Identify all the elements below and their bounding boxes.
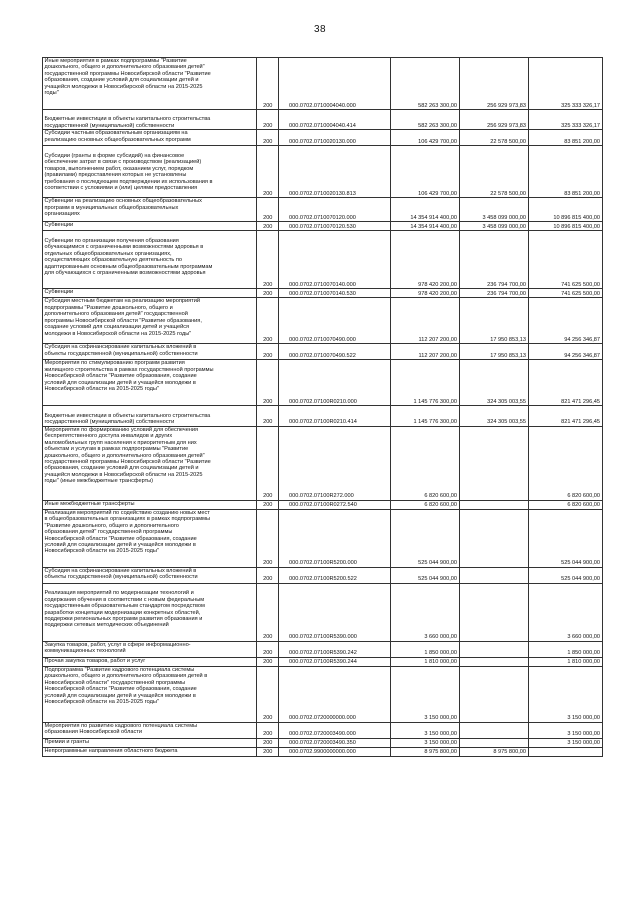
row-classification-code-cell [279,722,391,738]
row-unexecuted-amount: 6 820 600,00 [567,493,600,500]
row-unexecuted-amount: 525 044 900,00 [561,560,600,567]
row-name-cell [43,130,257,146]
row-approved-amount-cell [391,344,460,360]
row-code-cell [257,231,279,289]
row-code-cell [257,146,279,198]
row-executed-amount-cell [460,738,529,747]
row-code-cell [257,110,279,130]
row-code: 200 [263,281,273,288]
budget-table-body [43,58,603,757]
row-executed-amount-cell [460,722,529,738]
row-unexecuted-amount-cell [529,298,603,344]
row-approved-amount: 14 354 914 400,00 [410,223,457,230]
row-unexecuted-amount-cell [529,222,603,231]
row-code-cell [257,500,279,509]
row-classification-code-cell [279,657,391,666]
row-unexecuted-amount: 741 625 500,00 [561,281,600,288]
row-executed-amount: 324 305 003,55 [487,419,526,426]
table-row [43,360,603,406]
row-code-cell [257,222,279,231]
row-approved-amount: 106 429 700,00 [418,190,457,197]
row-executed-amount: 22 578 500,00 [490,138,526,145]
row-unexecuted-amount-cell [529,58,603,110]
row-code-cell [257,738,279,747]
row-unexecuted-amount: 3 660 000,00 [567,634,600,641]
row-unexecuted-amount-cell [529,738,603,747]
row-name-cell [43,657,257,666]
row-executed-amount-cell [460,146,529,198]
row-approved-amount-cell [391,198,460,222]
row-code: 200 [263,749,273,756]
row-unexecuted-amount: 821 471 296,45 [561,398,600,405]
row-code-cell [257,58,279,110]
row-name: Субсидии (гранты в форме субсидий) на финансовое обеспечение затрат в связи с производством (реализацией) товаров, выполнением работ, оказанием услуг, порядком (правилами) предоставления которых не установлены требования о последующем подтверждении их использования в соответствии с условиями и (или) целями предоставления [44,152,213,192]
row-classification-code: 000.0702.0710020130.000 [289,138,356,145]
row-name-cell [43,567,257,583]
table-row [43,344,603,360]
row-code-cell [257,722,279,738]
row-unexecuted-amount-cell [529,509,603,567]
row-classification-code-cell [279,641,391,657]
row-unexecuted-amount-cell [529,289,603,298]
row-approved-amount-cell [391,666,460,722]
row-classification-code: 000.0702.07100R5390.244 [289,659,357,666]
row-name-cell [43,222,257,231]
row-executed-amount-cell [460,567,529,583]
table-row [43,426,603,500]
row-code: 200 [263,650,273,657]
table-row [43,222,603,231]
row-classification-code: 000.0702.9900000000.000 [289,749,356,756]
row-name-cell [43,406,257,426]
table-row [43,289,603,298]
row-classification-code: 000.0702.07100R5200.522 [289,576,357,583]
row-code: 200 [263,715,273,722]
row-name: Реализация мероприятий по модернизации технологий и содержания обучения в соответствии с новым федеральным государственным образовательным стандартом посредством разработки концепции модернизации конкретных областей, поддержки региональных программ развития образования и поддержки сетевых методических объединений [44,590,205,629]
row-classification-code: 000.0702.07100R272.000 [289,493,354,500]
row-unexecuted-amount-cell [529,583,603,641]
row-executed-amount: 236 794 700,00 [487,290,526,297]
row-executed-amount-cell [460,198,529,222]
row-classification-code-cell [279,231,391,289]
row-approved-amount: 6 820 600,00 [424,502,457,509]
row-classification-code: 000.0702.0710070140.000 [289,281,356,288]
row-classification-code: 000.0702.0710070140.530 [289,290,356,297]
row-approved-amount-cell [391,722,460,738]
row-executed-amount-cell [460,130,529,146]
row-classification-code: 000.0702.0720003490.000 [289,731,356,738]
row-approved-amount: 8 975 800,00 [424,749,457,756]
row-approved-amount: 6 820 600,00 [424,493,457,500]
row-unexecuted-amount: 10 896 815 400,00 [553,223,600,230]
row-classification-code-cell [279,222,391,231]
row-code: 200 [263,190,273,197]
row-name-cell [43,738,257,747]
row-name: Субсидия на софинансирование капитальных вложений в объекты государственной (муниципальной) собственности [44,344,198,357]
row-code-cell [257,298,279,344]
row-approved-amount: 14 354 914 400,00 [410,214,457,221]
row-approved-amount-cell [391,509,460,567]
row-executed-amount: 256 929 973,83 [487,122,526,129]
row-code: 200 [263,502,273,509]
table-row [43,146,603,198]
row-executed-amount-cell [460,344,529,360]
row-unexecuted-amount: 821 471 296,45 [561,419,600,426]
row-classification-code-cell [279,298,391,344]
row-classification-code-cell [279,747,391,756]
row-code-cell [257,641,279,657]
row-unexecuted-amount-cell [529,567,603,583]
row-executed-amount-cell [460,298,529,344]
row-code: 200 [263,138,273,145]
row-name: Субвенции [44,289,74,296]
row-approved-amount: 3 660 000,00 [424,634,457,641]
row-executed-amount: 17 950 853,13 [490,352,526,359]
row-name-cell [43,146,257,198]
row-name: Субвенции по организации получения образования обучающимися с ограниченными возможностями здоровья в отдельных общеобразовательных организациях, осуществляющих образовательную деятельность по адаптированным основным общеобразовательным программам для обучающихся с ограниченными возможностями здоровья [44,237,213,277]
row-name: Закупка товаров, работ, услуг в сфере информационно- коммуникационных технологий [44,641,191,655]
row-code: 200 [263,398,273,405]
row-executed-amount: 3 458 099 000,00 [482,214,526,221]
row-name: Прочая закупка товаров, работ и услуг [44,657,146,664]
row-code-cell [257,747,279,756]
row-unexecuted-amount-cell [529,360,603,406]
row-classification-code-cell [279,567,391,583]
row-classification-code: 000.0702.0720000000.000 [289,715,356,722]
row-classification-code-cell [279,583,391,641]
table-row [43,130,603,146]
row-approved-amount: 1 145 776 300,00 [413,419,457,426]
row-code: 200 [263,576,273,583]
row-name-cell [43,509,257,567]
row-approved-amount: 525 044 900,00 [418,576,457,583]
row-approved-amount: 978 420 200,00 [418,281,457,288]
row-approved-amount-cell [391,426,460,500]
row-classification-code-cell [279,509,391,567]
row-name-cell [43,641,257,657]
row-unexecuted-amount: 3 150 000,00 [567,731,600,738]
row-executed-amount-cell [460,222,529,231]
row-name: Иные мероприятия в рамках подпрограммы "Развитие дошкольного, общего и дополнительного образования детей" государственной программы Новосибирской области "Развитие образования, создание условий для социализации детей и учащейся молодежи в Новосибирской области на 2015-2025 годы" [44,58,211,97]
row-approved-amount-cell [391,289,460,298]
row-name: Подпрограмма "Развитие кадрового потенциала системы дошкольного, общего и дополнительного образования детей в Новосибирской области" государственной программы Новосибирской области "Развитие образования, создание условий для социализации детей и учащейся молодежи в Новосибирской области на 2015-2025 годы" [44,666,208,705]
row-classification-code: 000.0702.0710070120.000 [289,214,356,221]
row-name: Субсидии частным образовательным организациям на реализацию основных общеобразовательных программ [44,130,191,143]
row-name-cell [43,289,257,298]
row-name: Реализация мероприятий по содействию созданию новых мест в общеобразовательных организациях в рамках подпрограммы "Развитие дошкольного, общего и дополнительного образования детей" государственной программы Новосибирской области "Развитие образования, создание условий для социализации детей и учащейся молодежи в Новосибирской области на 2015-2025 годы" [44,509,211,555]
row-code-cell [257,289,279,298]
table-row [43,666,603,722]
row-code-cell [257,666,279,722]
row-name: Бюджетные инвестиции в объекты капитального строительства государственной (муниципальной) собственности [44,412,211,426]
row-code-cell [257,657,279,666]
row-executed-amount: 236 794 700,00 [487,281,526,288]
row-classification-code: 000.0702.0710070120.530 [289,223,356,230]
row-name: Премии и гранты [44,738,90,745]
row-executed-amount-cell [460,641,529,657]
row-approved-amount-cell [391,146,460,198]
row-code: 200 [263,419,273,426]
table-row [43,58,603,110]
row-unexecuted-amount: 3 150 000,00 [567,715,600,722]
row-code: 200 [263,290,273,297]
row-name: Мероприятия по развитию кадрового потенциала системы образования Новосибирской области [44,722,198,736]
row-approved-amount-cell [391,500,460,509]
row-unexecuted-amount: 10 896 815 400,00 [553,214,600,221]
row-classification-code: 000.0702.07100R0210.000 [289,398,357,405]
row-name-cell [43,360,257,406]
row-classification-code: 000.0702.07100R0272.540 [289,502,357,509]
row-unexecuted-amount: 83 851 200,00 [564,138,600,145]
row-unexecuted-amount-cell [529,500,603,509]
row-unexecuted-amount-cell [529,666,603,722]
row-approved-amount-cell [391,110,460,130]
row-code-cell [257,567,279,583]
row-code-cell [257,130,279,146]
row-name: Иные межбюджетные трансферты [44,500,135,507]
row-unexecuted-amount: 94 256 346,87 [564,336,600,343]
row-name-cell [43,231,257,289]
row-name: Субсидия местным бюджетам на реализацию мероприятий подпрограммы "Развитие дошкольного, общего и дополнительного образования детей" государственной программы Новосибирской области "Развитие образования, создание условий для социализации детей и учащейся молодежи в Новосибирской области на 2015-2025 годы" [44,298,202,337]
row-approved-amount-cell [391,298,460,344]
row-code-cell [257,426,279,500]
row-name-cell [43,500,257,509]
row-approved-amount: 112 207 200,00 [418,336,457,343]
row-unexecuted-amount: 83 851 200,00 [564,190,600,197]
row-name: Субсидия на софинансирование капитальных вложений в объекты государственной (муниципальной) собственности [44,567,198,581]
table-row [43,406,603,426]
row-unexecuted-amount: 6 820 600,00 [567,502,600,509]
row-name-cell [43,583,257,641]
row-code: 200 [263,740,273,747]
row-classification-code-cell [279,289,391,298]
row-code-cell [257,344,279,360]
row-name-cell [43,110,257,130]
row-code: 200 [263,122,273,129]
row-code-cell [257,583,279,641]
row-approved-amount-cell [391,130,460,146]
table-row [43,722,603,738]
row-executed-amount-cell [460,426,529,500]
row-name: Бюджетные инвестиции в объекты капитального строительства государственной (муниципальной) собственности [44,116,211,129]
row-approved-amount: 1 810 000,00 [424,659,457,666]
row-unexecuted-amount-cell [529,747,603,756]
row-name-cell [43,426,257,500]
row-code: 200 [263,493,273,500]
row-name-cell [43,198,257,222]
row-unexecuted-amount-cell [529,344,603,360]
row-unexecuted-amount: 325 333 326,17 [561,102,600,109]
row-approved-amount: 106 429 700,00 [418,138,457,145]
row-executed-amount-cell [460,289,529,298]
row-approved-amount: 582 263 300,00 [418,122,457,129]
row-approved-amount: 1 850 000,00 [424,650,457,657]
row-executed-amount-cell [460,500,529,509]
table-row [43,500,603,509]
row-approved-amount: 582 263 300,00 [418,102,457,109]
table-row [43,509,603,567]
row-unexecuted-amount-cell [529,198,603,222]
row-unexecuted-amount-cell [529,110,603,130]
table-row [43,738,603,747]
row-approved-amount-cell [391,657,460,666]
row-code: 200 [263,214,273,221]
row-classification-code-cell [279,426,391,500]
row-executed-amount-cell [460,657,529,666]
row-code-cell [257,198,279,222]
row-approved-amount-cell [391,231,460,289]
row-approved-amount: 1 145 776 300,00 [413,398,457,405]
row-executed-amount-cell [460,747,529,756]
row-classification-code: 000.0702.0710004040.414 [289,122,356,129]
row-code: 200 [263,336,273,343]
row-approved-amount-cell [391,583,460,641]
row-executed-amount-cell [460,110,529,130]
table-row [43,110,603,130]
row-code: 200 [263,102,273,109]
table-row [43,567,603,583]
row-classification-code-cell [279,500,391,509]
row-code: 200 [263,634,273,641]
row-name-cell [43,58,257,110]
row-classification-code-cell [279,198,391,222]
budget-table [42,57,603,757]
row-executed-amount-cell [460,360,529,406]
row-executed-amount: 324 305 003,55 [487,398,526,405]
row-classification-code-cell [279,130,391,146]
row-classification-code: 000.0702.0710070490.522 [289,352,356,359]
row-code: 200 [263,560,273,567]
row-executed-amount: 17 950 853,13 [490,336,526,343]
row-executed-amount-cell [460,509,529,567]
row-unexecuted-amount: 325 333 326,17 [561,122,600,129]
row-classification-code-cell [279,58,391,110]
row-executed-amount-cell [460,58,529,110]
row-classification-code-cell [279,344,391,360]
row-code-cell [257,406,279,426]
row-executed-amount-cell [460,583,529,641]
row-classification-code-cell [279,738,391,747]
row-approved-amount-cell [391,738,460,747]
row-name: Мероприятия по стимулированию программ развития жилищного строительства в рамках государственной программы Новосибирской области "Развитие образования, создание условий для социализации детей и учащейся молодежи в Новосибирской области на 2015-2025 годы" [44,360,214,393]
row-unexecuted-amount: 94 256 346,87 [564,352,600,359]
row-unexecuted-amount: 1 810 000,00 [567,659,600,666]
row-name: Мероприятия по формированию условий для обеспечения беспрепятственного доступа инвалидов и других маломобильных групп населения к приоритетным для них объектам и услугам в рамках подпрограммы "Развитие дошкольного, общего и дополнительного образования детей" государственной программы Новосибирской области "Развитие образования, создание условий для социализации детей и учащейся молодежи в Новосибирской области на 2015-2025 годы" (иные межбюджетные трансферты) [44,426,211,485]
row-approved-amount-cell [391,58,460,110]
row-classification-code-cell [279,110,391,130]
row-classification-code-cell [279,666,391,722]
row-name: Субвенции на реализацию основных общеобразовательных программ в муниципальных общеобразовательных организациях [44,198,202,218]
table-row [43,747,603,756]
table-row [43,198,603,222]
row-code-cell [257,360,279,406]
row-unexecuted-amount-cell [529,722,603,738]
row-name-cell [43,666,257,722]
row-code: 200 [263,352,273,359]
row-classification-code-cell [279,146,391,198]
row-unexecuted-amount-cell [529,146,603,198]
row-classification-code: 000.0702.0710020130.813 [289,190,356,197]
row-approved-amount-cell [391,360,460,406]
row-name: Субвенции [44,222,74,229]
row-name-cell [43,344,257,360]
row-unexecuted-amount: 1 850 000,00 [567,650,600,657]
row-approved-amount: 3 150 000,00 [424,731,457,738]
row-classification-code: 000.0702.07100R0210.414 [289,419,357,426]
row-approved-amount: 525 044 900,00 [418,560,457,567]
row-classification-code: 000.0702.07100R5200.000 [289,560,357,567]
row-executed-amount: 22 578 500,00 [490,190,526,197]
row-unexecuted-amount: 525 044 900,00 [561,576,600,583]
table-row [43,641,603,657]
row-executed-amount-cell [460,406,529,426]
row-unexecuted-amount-cell [529,130,603,146]
row-approved-amount: 978 420 200,00 [418,290,457,297]
row-unexecuted-amount-cell [529,406,603,426]
row-classification-code: 000.0702.07100R5390.242 [289,650,357,657]
row-approved-amount: 3 150 000,00 [424,740,457,747]
row-approved-amount-cell [391,406,460,426]
row-approved-amount: 112 207 200,00 [418,352,457,359]
row-classification-code-cell [279,360,391,406]
page-number: 38 [313,24,327,35]
row-code: 200 [263,223,273,230]
row-classification-code: 000.0702.0720003490.350 [289,740,356,747]
row-unexecuted-amount: 741 625 500,00 [561,290,600,297]
row-approved-amount-cell [391,641,460,657]
row-approved-amount-cell [391,747,460,756]
row-executed-amount: 8 975 800,00 [493,749,526,756]
row-classification-code-cell [279,406,391,426]
row-unexecuted-amount-cell [529,641,603,657]
row-approved-amount-cell [391,222,460,231]
table-row [43,231,603,289]
row-executed-amount: 256 929 973,83 [487,102,526,109]
row-code: 200 [263,659,273,666]
row-executed-amount: 3 458 099 000,00 [482,223,526,230]
row-classification-code: 000.0702.0710004040.000 [289,102,356,109]
row-approved-amount: 3 150 000,00 [424,715,457,722]
table-row [43,298,603,344]
row-unexecuted-amount-cell [529,231,603,289]
row-name-cell [43,298,257,344]
table-row [43,583,603,641]
row-approved-amount-cell [391,567,460,583]
row-code-cell [257,509,279,567]
row-name-cell [43,747,257,756]
row-executed-amount-cell [460,231,529,289]
row-unexecuted-amount: 3 150 000,00 [567,740,600,747]
row-classification-code: 000.0702.07100R5390.000 [289,634,357,641]
row-code: 200 [263,731,273,738]
row-executed-amount-cell [460,666,529,722]
row-classification-code: 000.0702.0710070490.000 [289,336,356,343]
row-unexecuted-amount-cell [529,657,603,666]
row-name: Непрограммные направления областного бюджета [44,747,178,754]
table-row [43,657,603,666]
row-unexecuted-amount-cell [529,426,603,500]
row-name-cell [43,722,257,738]
